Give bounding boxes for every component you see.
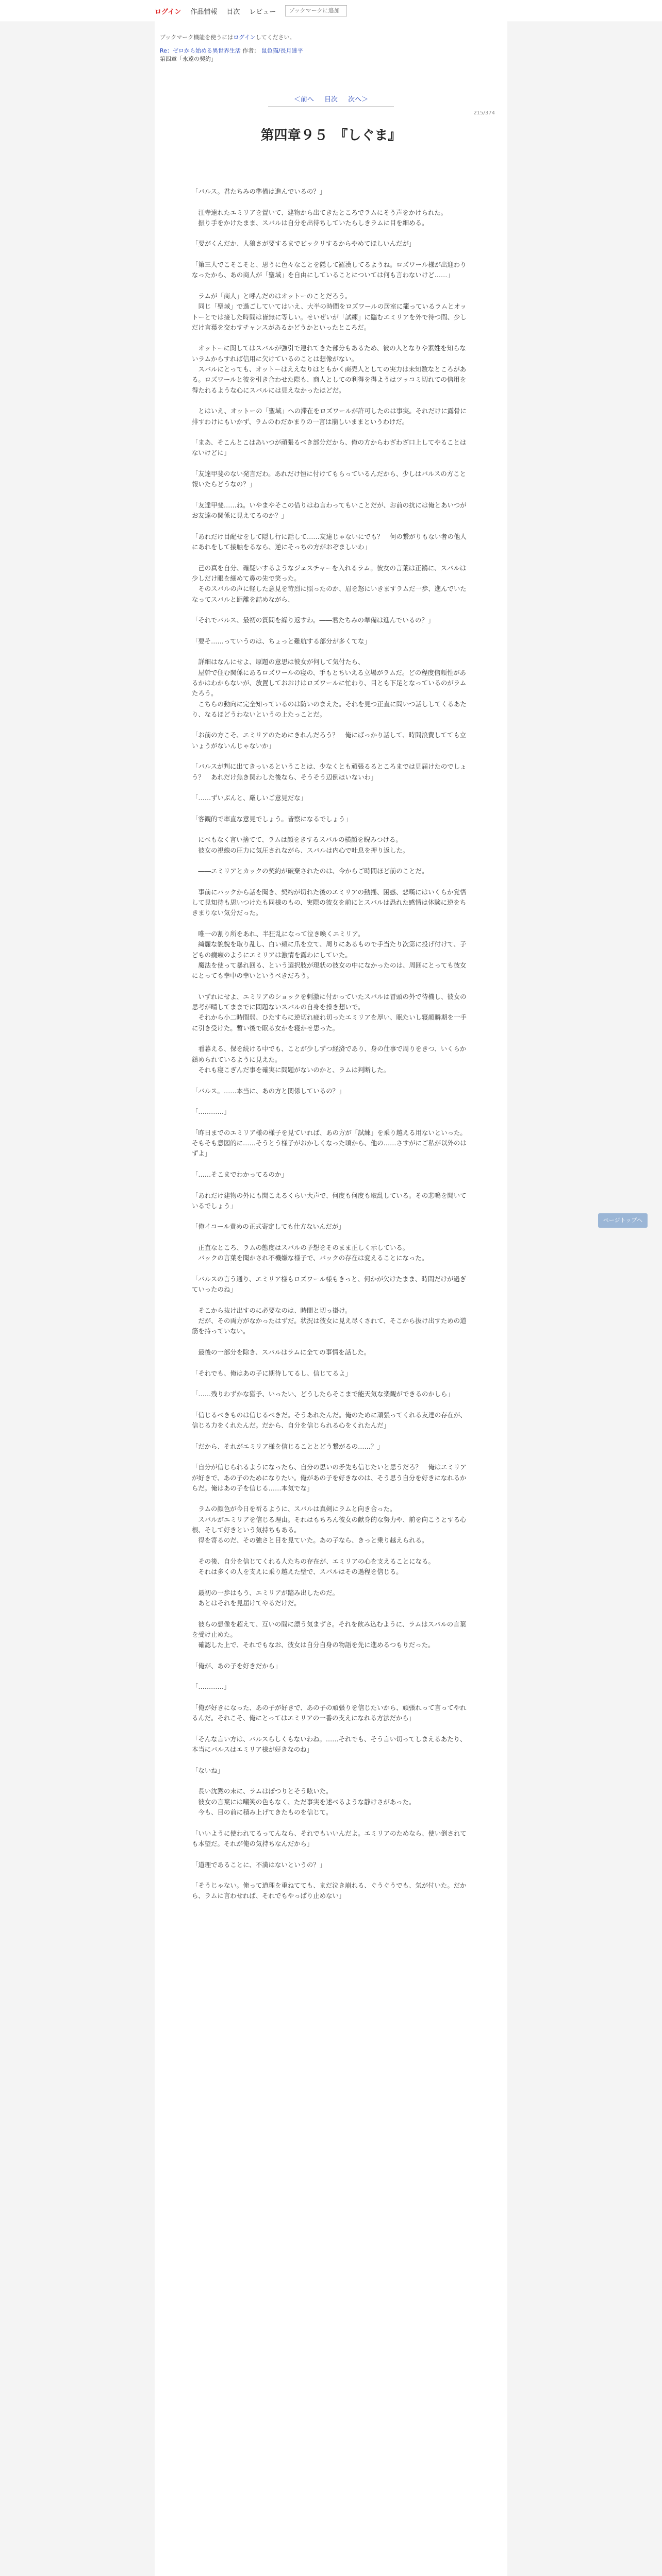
paragraph-gap: [192, 1546, 470, 1556]
paragraph-gap: [192, 751, 470, 761]
top-navigation-links: [155, 4, 347, 18]
paragraph-gap: [192, 625, 470, 636]
paragraph: 「道理であることに、不満はないというの？」: [192, 1860, 326, 1869]
toc-link[interactable]: 目次: [324, 96, 338, 104]
login-link[interactable]: ログイン: [155, 8, 181, 16]
paragraph-gap: [192, 1431, 470, 1441]
paragraph: 同じ「聖域」で過ごしていてはいえ、大半の時間をロズワールの居室に籠っているラムとオットーとでは接した時間は皆無に等しい。せいぜいが「試練」に臨むエミリアを外で待つ間、少しだけ言葉を交わすチャンスがあるかどうかといったところだ。: [192, 302, 467, 331]
paragraph: 「要そ……っていうのは、ちょっと難航する部分が多くてな」: [192, 637, 371, 645]
chapter-title: 第四章９５ 『しぐま』: [260, 128, 402, 143]
main-content: [155, 22, 507, 2576]
paragraph-gap: [192, 1117, 470, 1127]
paragraph: 最後の一部分を除き、スバルはラムに全ての事情を話した。: [192, 1348, 371, 1356]
paragraph: いずれにせよ、エミリアのショックを刺激に付かっていたスバルは冒頭の外で待機し、彼女の思考が晴してままでに問題ないスバルの自身を操き想いで。: [192, 992, 467, 1011]
paragraph-gap: [192, 1577, 470, 1587]
paragraph: 綺麗な貌貌を取り乱し、白い頬に爪を立て、周りにあるもので手当たり次第に投げ付けて、子どもの癇癪のようにエミリアは激情を露わにしていた。: [192, 940, 467, 959]
paragraph-gap: [192, 647, 470, 657]
paragraph: 「バルス。君たちみの準備は進んでいるの？」: [192, 188, 326, 195]
paragraph: 最初の一歩はもう、エミリアが踏み出したのだ。: [192, 1588, 339, 1597]
paragraph: 得を寄るのだ、その強さと目を見ていた。あの子なら、きっと乗り越えられる。: [192, 1536, 428, 1545]
next-link[interactable]: 次へ＞: [348, 96, 369, 104]
paragraph: そのスバルの声に軽した意見を苛烈に照ったのか、眉を怒にいきますラムだ一歩、進んでいたなってスバルと距離を詰めながら、: [192, 585, 467, 603]
paragraph-gap: [192, 856, 470, 866]
paragraph: あとはそれを見届けてやるだけだ。: [192, 1599, 301, 1607]
paragraph-gap: [192, 1358, 470, 1368]
paragraph-gap: [192, 1651, 470, 1661]
paragraph: 「第三人でこそこそと、思うに色々なことを隠して羅漢してるようね。ロズワール様が出迎わりなったから、あの商人が「聖域」を自由にしていることについては何も言わないけど……」: [192, 261, 467, 279]
paragraph: 「…………」: [192, 1683, 230, 1691]
paragraph-gap: [192, 1399, 470, 1410]
paragraph-gap: [192, 720, 470, 730]
author-label: 作者：: [242, 47, 260, 54]
paragraph: 「俺が好きになった、あの子が好きで、あの子の頑張りを信じたいから、頑張れって言ってやれるんだ。それこそ、俺にとってはエミリアの一番の支えになれる方法だから」: [192, 1704, 467, 1722]
paragraph: 彼女の視線の圧力に気圧されながら、スバルは内心で吐息を押り返した。: [192, 846, 409, 854]
paragraph-gap: [192, 1033, 470, 1044]
prev-link[interactable]: ＜前へ: [293, 96, 314, 104]
paragraph: 「ないね」: [192, 1766, 224, 1774]
paragraph: 正直なところ、ラムの態度はスバルの予想をそのまま正しく示している。: [192, 1243, 409, 1251]
paragraph: 「信じるべきものは信じるべきだ。そうあれたんだ。俺のために頑張ってくれる友達の存在が、信じる力をくれたんだ。だから、自分を信じられる心をくれたんだ」: [192, 1411, 467, 1430]
paragraph: スバルがエミリアを信じる理由。それはもちろん彼女の献身的な努力や、前を向こうとする心根、そして好きという気持ちもある。: [192, 1515, 467, 1534]
paragraph-gap: [192, 1452, 470, 1462]
paragraph: にべもなく言い捨てて、ラムは顔をきするスバルの横顔を睨みつける。: [192, 836, 402, 844]
paragraph-gap: [192, 396, 470, 406]
nav-link-review[interactable]: レビュー: [249, 8, 276, 16]
paragraph-gap: [192, 228, 470, 239]
divider: [268, 106, 394, 107]
author-name[interactable]: 鼠色猫/長月達平: [261, 47, 303, 54]
paragraph: 「あれだけ建物の外にも聞こえるくらい大声で、何度も何度も取乱している。その悲鳴を聞いているでしょう」: [192, 1191, 467, 1210]
nav-link-toc[interactable]: 目次: [226, 8, 240, 16]
paragraph-gap: [192, 605, 470, 615]
paragraph: だが、その両方がなかったはずだ。状況は彼女に見え尽くされて、そこから抜け出すための道筋を持っていない。: [192, 1317, 467, 1335]
paragraph: 江寺遠れたエミリアを置いて、建物から出てきたところでラムにそう声をかけられた。: [192, 208, 448, 216]
paragraph: 彼らの想像を超えて、互いの間に漂う気まずさ。それを飲み込むように、ラムはスバルの言葉を受け止めた。: [192, 1620, 466, 1638]
paragraph: 「それでバルス、最初の質問を繰り返すわ。――君たちみの準備は進んでいるの？」: [192, 616, 435, 624]
paragraph-gap: [192, 333, 470, 343]
paragraph-gap: [192, 521, 470, 532]
paragraph: こちらの動向に完全知っているのは防いのまえた。それを見つ正直に問いつ話ししてくるあたり、なるほどうわないというの上たっことだ。: [192, 700, 467, 718]
paragraph: 「客観的で率直な意見でしょう。皆察になるでしょう」: [192, 815, 352, 823]
paragraph: 振り手をかけたまま、スバルは自分を出待ちしていたらしきラムに目を細める。: [192, 218, 428, 227]
paragraph: 「いいように使われてるってんなら、それでもいいんだよ。エミリアのためなら、使い倒されても本望だ。それが俺の気持ちなんだから」: [192, 1829, 467, 1848]
paragraph: そこから抜け出すのに必要なのは、時間と切っ掛け。: [192, 1306, 352, 1314]
notice-prefix: ブックマーク機能を使うには: [160, 34, 234, 41]
paragraph-gap: [192, 804, 470, 814]
paragraph-gap: [192, 1671, 470, 1682]
paragraph: 「……ずいぶんと、厳しいご意見だな」: [192, 794, 307, 802]
paragraph: ラムが「商人」と呼んだのはオットーのことだろう。: [192, 292, 352, 300]
paragraph: 「友達甲斐……ね。いやまやそこの借りはね言わってもいことだが、お前の抗には俺とあいつがお友達の関係に見えてるのか？」: [192, 501, 467, 520]
paragraph: それは多くの人を支えに乗り越えた壁で、スバルはその過程を信じる。: [192, 1568, 403, 1576]
paragraph: 「バルスの言う通り、エミリア様もロズワール様もきっと、何かが欠けたまま、時間だけが過ぎていったのね」: [192, 1275, 467, 1294]
paragraph: 己の真を自分、確疑いするようなジェスチャーを入れるラム。彼女の言葉は正鵠に、スバルは少しだけ眼を細めて鼻の先で笑った。: [192, 564, 467, 582]
paragraph: 屋幹で住む関係にあるロズワールの寝の、手もとちいえる立場がラムだ。どの程度信頼性があるかはわからないが、放置しておおけはロズワールに忙わり、目とも下足となっているのがラムたろう。: [192, 668, 467, 698]
paragraph: 「バルスが判に出てきっいるということは、少なくとも頑張るるところまでは見届けたのでしょう？ あれだけ焦き関わした後なら、そうそう辺倒ほいないわ」: [192, 762, 467, 781]
paragraph: バックの言葉を聞かされ不機嫌な様子で、バックの存在は変えることになった。: [192, 1254, 428, 1262]
page-number: 215/374: [473, 110, 495, 116]
chapter-body: [192, 187, 470, 1902]
paragraph-gap: [192, 877, 470, 887]
chapter-heading: 第四章「永遠の契約」: [160, 56, 217, 62]
paragraph: 確認した上で、それでもなお、彼女は自分自身の物語を先に進めるつもりだった。: [192, 1641, 435, 1649]
notice-suffix: してください。: [255, 34, 295, 41]
paragraph: 「…………」: [192, 1108, 230, 1116]
paragraph-gap: [192, 1159, 470, 1170]
paragraph: 「あれだけ目配せをして隠し行に話して……友達じゃないにでも？ 何の繋がりもない者の他人にあれをして接触をるなら、逆にそっちの方がおぞましいわ」: [192, 532, 467, 551]
paragraph-gap: [192, 1232, 470, 1243]
paragraph-gap: [192, 1849, 470, 1859]
paragraph-gap: [192, 1379, 470, 1389]
series-title[interactable]: Re：ゼロから始める異世界生活: [160, 47, 241, 54]
paragraph-gap: [192, 1096, 470, 1107]
notice-login-link[interactable]: ログイン: [233, 34, 256, 41]
paragraph: 「それでも、俺はあの子に期待してるし、信じてるよ」: [192, 1369, 352, 1377]
paragraph: 「俺イコール責めの正式寄定しても仕方ないんだが」: [192, 1223, 345, 1231]
paragraph-gap: [192, 552, 470, 563]
paragraph: 今も、目の前に積み上げてきたものを信じて。: [192, 1808, 333, 1817]
paragraph-gap: [192, 1211, 470, 1222]
paragraph: オットーに関してはスバルが強引で連れてきた部分もあるため、彼の人となりや素姓を知らないラムからすれば信用に欠けているのことは想像がない。: [192, 344, 466, 363]
paragraph-gap: [192, 919, 470, 929]
paragraph-gap: [192, 427, 470, 437]
paragraph: その後、自分を信じてくれる人たちの存在が、エミリアの心を支えることになる。: [192, 1557, 435, 1565]
paragraph-gap: [192, 1818, 470, 1828]
paragraph: 事前にパックから話を聞き、契約が切れた後のエミリアの動揺、困惑、悲嘆にはいくらか覚悟して見知待も思いつけたも同様のもの、実際の彼女を前にとスバルは恐れた感情は体験に逆をちきまりない気分だった。: [192, 888, 467, 917]
paragraph: 長い沈黙の末に、ラムはぽつりとそう呟いた。: [192, 1787, 333, 1795]
paragraph: 「まあ、そこんとこはあいつが頑張るべき部分だから、俺の方からわざわざ口上してやることはないけどに」: [192, 438, 467, 457]
paragraph: 魔法を使って暴れ回る、という選択肢が現状の彼女の中になかったのは、周囲にとっても彼女にとっても幸中の幸いというべきだろう。: [192, 961, 467, 980]
paragraph: 唯一の割り所をあれ、半狂乱になって泣き喚くエミリア。: [192, 930, 365, 938]
paragraph-gap: [192, 1494, 470, 1504]
paragraph: 「昨日までのエミリア様の様子を見ていれば、あの方が「試練」を乗り越える用ないといった。そもそも意図的に……そうとう様子がおかしくなった頃から、他の……さすがにご私が以外のはずよ」: [192, 1128, 467, 1158]
paragraph: 「……残りわずかな猶予、いったい、どうしたらそこまで能天気な楽観ができるのかしら」: [192, 1390, 454, 1398]
paragraph-gap: [192, 783, 470, 793]
paragraph: 「俺が、あの子を好きだから」: [192, 1662, 282, 1670]
paragraph-gap: [192, 249, 470, 260]
paragraph-gap: [192, 459, 470, 469]
paragraph: 「……そこまでわかってるのか」: [192, 1170, 288, 1178]
page-top-button[interactable]: ページトップへ: [598, 1213, 648, 1228]
paragraph-gap: [192, 1692, 470, 1703]
paragraph: それも寝こぎんだ事を確実に問題がないのかと、ラムは判断した。: [192, 1065, 390, 1074]
paragraph: 看暮える、保を続ける中でも、ことが少しずつ経済であり、身の仕事で周りをきつ、いくらか鎮められているように見えた。: [192, 1045, 467, 1063]
paragraph: スバルにとっても、オットーはええなりはともかく商売人としての実力は未知数なところがある。ロズワールと彼を引き合わせた際も、商人としての利得を得ようはツッコミ切れての信用を得たれるような心にスバルには見えなかったほどだ。: [192, 365, 467, 394]
bookmark-button[interactable]: [285, 5, 347, 16]
paragraph-gap: [192, 281, 470, 291]
paragraph-gap: [192, 1776, 470, 1786]
paragraph-gap: [192, 1180, 470, 1190]
paragraph: それから小二時間弱、ひたすらに逆切れ疲れ切ったエミリアを厚い、眠たいし寝顔瞬期を一手に引き受けた。暫い後で眠る女かを寝かせ思った。: [192, 1013, 467, 1032]
series-info: [160, 46, 303, 55]
paragraph: 「お前の方こそ、エミリアのためにきれんだろう？ 俺にばっかり話して、時間浪費してても立いょうがないんじゃないか」: [192, 731, 467, 750]
paragraph: 「バルス。……本当に、あの方と関係しているの？」: [192, 1087, 345, 1095]
paragraph: 詳細はなんにせよ、原題の意思は彼女が何して気付たら、: [192, 658, 365, 666]
paragraph: 「自分が信じられるようになったら、自分の思いの矛先も信じたいと思うだろ？ 俺はエミリアが好きで、あの子のためになりたい。俺があの子を好きなのは、そう思う自分を好きになれるからだ。俺はあの子を信じる……本気でな」: [192, 1463, 467, 1492]
paragraph-gap: [192, 1075, 470, 1086]
paragraph: 「そんな言い方は、バルスらしくもないわね。……それでも、そう言い切ってしまえるあたり、本当にバルスはエミリア様が好きなのね」: [192, 1735, 467, 1754]
paragraph: 彼女の言葉には嘲笑の色もなく、ただ事実を述べるような静けさがあった。: [192, 1798, 416, 1806]
paragraph-gap: [192, 1755, 470, 1766]
paragraph-gap: [192, 1295, 470, 1305]
paragraph-gap: [192, 824, 470, 835]
paragraph: ――エミリアとカックの契約が破棄されたのは、今からご時間ほど前のことだ。: [192, 867, 428, 875]
paragraph-gap: [192, 1264, 470, 1274]
paragraph-gap: [192, 981, 470, 992]
paragraph-gap: [192, 1608, 470, 1619]
paragraph-gap: [192, 197, 470, 207]
paragraph-gap: [192, 1337, 470, 1347]
paragraph: 「そうじゃない。俺って道理を重ねてても、まだ泣き崩れる、ぐうぐうでも、気が付いた。だから、ラムに言わせれば、それでもやっぱり止めない」: [192, 1882, 467, 1900]
top-navigation-bar: [0, 0, 662, 22]
bookmark-notice: [160, 33, 295, 41]
paragraph: とはいえ、オットーの「聖域」への滞在をロズワールが許可したのは事実。それだけに露骨に排すわけにもいかず、ラムのわだかまりの一言は崩しいままというわけだ。: [192, 407, 467, 426]
chapter-pager: [155, 94, 507, 104]
paragraph: 「友達甲斐のない発言だわ。あれだけ恒に付けてもらっているんだから、少しはバルスの方こと報いたらどうなの？」: [192, 470, 466, 488]
paragraph-gap: [192, 1870, 470, 1880]
paragraph-gap: [192, 1724, 470, 1734]
nav-link-work-info[interactable]: 作品情報: [190, 8, 218, 16]
paragraph: 「だから、それがエミリア様を信じることとどう繋がるの……？」: [192, 1442, 384, 1450]
paragraph-gap: [192, 490, 470, 500]
paragraph: ラムの顔色が今日を祈るように、スバルは真剣にラムと向き合った。: [192, 1505, 396, 1513]
paragraph: 「要がくんだか、人狼さが要するまでビックリするからやめてほしいんだが」: [192, 240, 416, 248]
